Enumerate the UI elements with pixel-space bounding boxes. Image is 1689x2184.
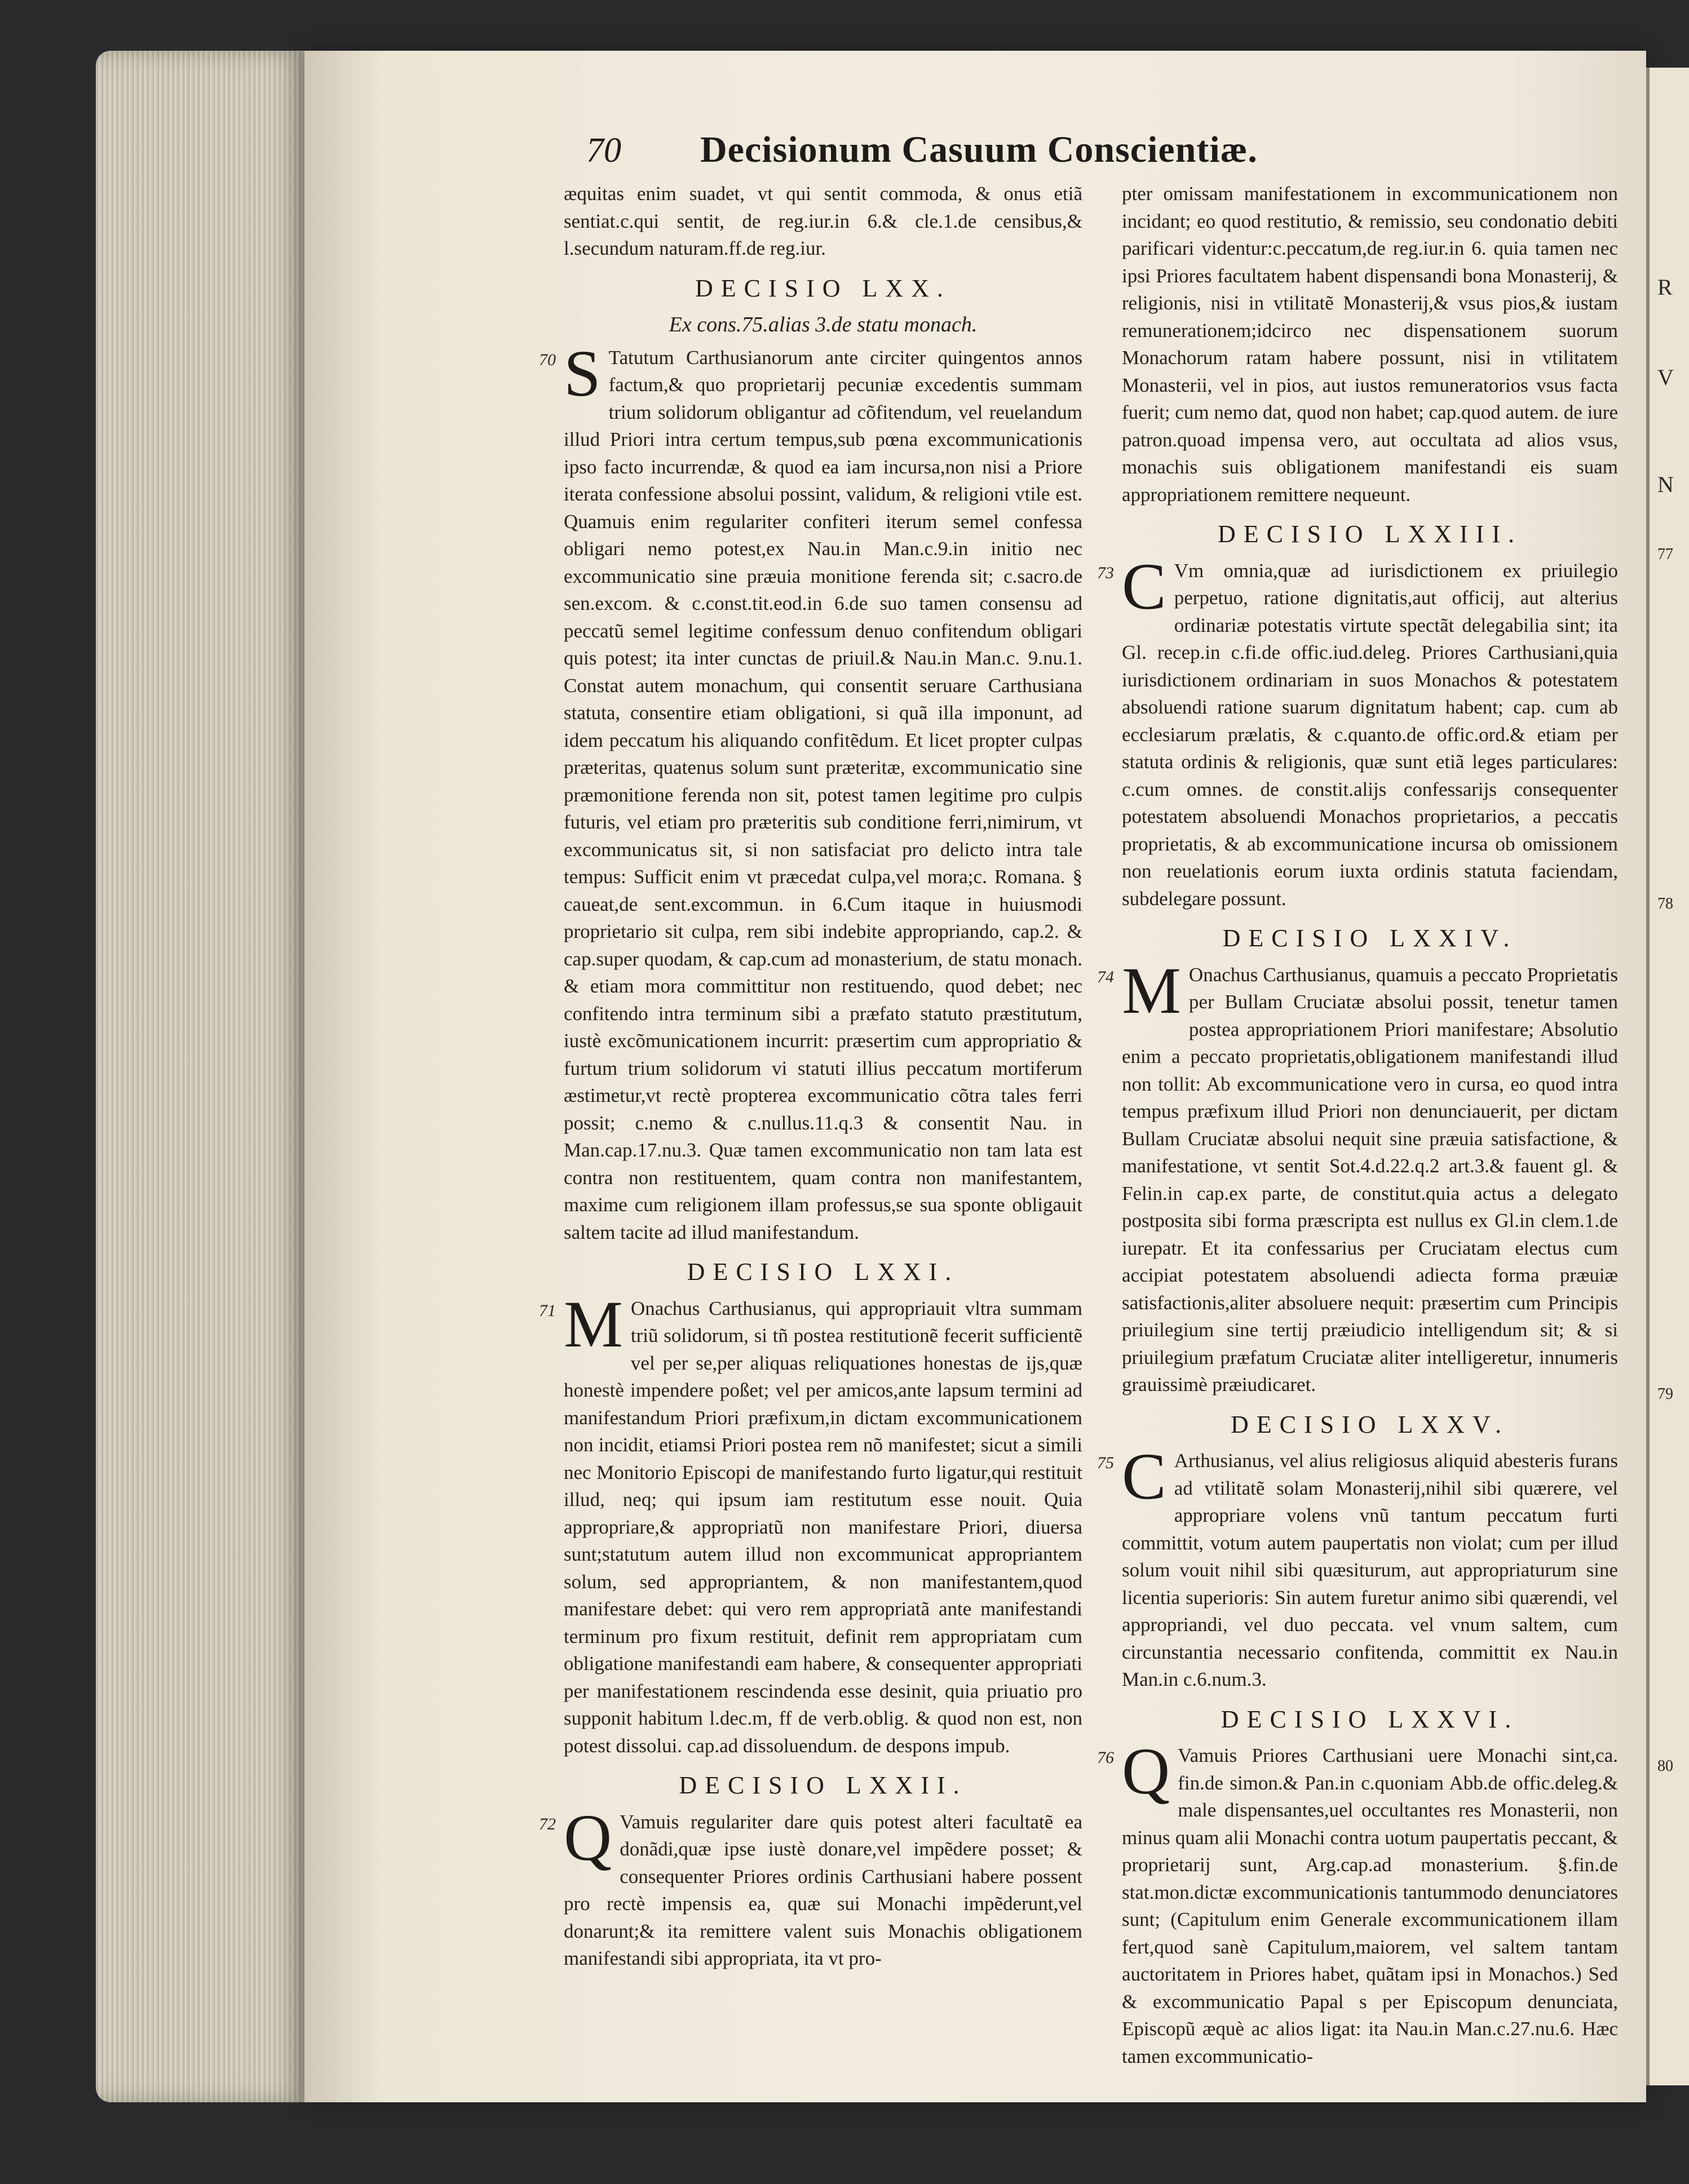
decision-text: Onachus Carthusianus, qui appropriauit vltra summam triũ solidorum, si tñ postea restitutionẽ fecerit sufficientẽ vel per se,per aliquas reliquationes honestas de ijs,quæ honestè impendere poßet; vel per amicos,ante lapsum termini ad manifestandum Priori præfixum,in dictam excommunicationem non incidit, etiamsi Priori postea rem nõ manifestet; sicut a simili nec Monitorio Episcopi de manifestando furto ligatur,qui restituit illud, neq; qui ipsum iam restitutum esse nouit. Quia appropriare,& appropriatũ non manifestare Priori, diuersa sunt;statutum autem illud non excommunicat appropriantem solum, sed appropriantem, & non manifestantem,quod manifestare debet: qui vero rem appropriatã ante manifestandi terminum pro fixum restituit, definit rem appropriatam cum obligatione manifestandi eam habere, & consequenter appropriati per manifestationem rescindenda esse desinit, quia priuatio pro supponit habitum l.dec.m, ff de verb.oblig. & quod non est, non potest dissolui. cap.ad dissoluendum. de despons impub. [564,1297,1082,1757]
decision-70 [539,336,1082,1247]
drop-cap: C [1122,549,1166,623]
page-edges [96,51,310,2102]
decision-text: Tatutum Carthusianorum ante circiter quingentos annos factum,& quo proprietarij pecuniæ excedentis summam trium solidorum obligantur ad cõfitendum, vel reuelandum illud Priori intra certum tempus,sub pœna excommunicationis ipso facto incurrendæ, & quod ea iam incursa,non nisi a Priore iterata confessione absolui possint, validum, & religioni vtile est. Quamuis enim regulariter confiteri iterum semel confessa obligari nemo potest,ex Nau.in Man.c.9.in initio nec excommunicatio sine præuia monitione ferenda sit; c.sacro.de sen.excom. & c.const.tit.eod.in 6.de suo tamen consensu ad peccatũ semel legitime confessum denuo confitendum obligari quis potest; ita inter cunctas de priuil.& Nau.in Man.c. 9.nu.1. Constat autem monachum, qui consentit seruare Carthusiana statuta, consentire etiam obligationi, si quã illa imponunt, ad idem peccatum his aliquando confitẽdum. Et licet propter culpas præteritas, quatenus solum sunt præteritæ, excommunicatio sine præmonitione ferenda non sit, potest tamen legitime pro culpis futuris, vel etiam pro præteritis sub conditione ferri,nimirum, vt excommunicatus sit, si non satisfaciat pro delicto intra tale tempus: Sufficit enim vt præcedat culpa,vel mora;c. Romana. § caueat,de sent.excommun. in 6.Cum itaque in huiusmodi proprietario sit culpa, rem sibi indebite appropriando, cap.2. & cap.super quodam, & cap.cum ad monasterium, de statu monach. & etiam mora committitur non restituendo, quod debet; nec confitendo intra terminum sibi a præfato statuto præstitutum, iustè excõmunicationem incurrit: præsertim cum appropriatio & furtum trium solidorum vi statuti illius peccatum mortiferum æstimetur,vt rectè propterea excommunicatio cõtra tales ferri possit; c.nemo & c.nullus.11.q.3 & consentit Nau. in Man.cap.17.nu.3. Quæ tamen excommunicatio non tam lata est contra non restituentem, quam contra non manifestantem, maxime cum religionem illam professus,se sua sponte obligauit saltem tacite ad illud manifestandum. [564,346,1082,1243]
drop-cap: S [564,336,601,410]
facing-page-fragment: N [1657,472,1674,497]
facing-page-edge [1646,68,1689,2085]
margin-number: 75 [1097,1454,1114,1472]
decision-heading: DECISIO LXXII. [679,1771,967,1799]
margin-number: 71 [539,1301,556,1320]
decision-73 [1097,549,1618,913]
page-number: 70 [586,131,621,170]
drop-cap: M [564,1287,623,1361]
decision-71 [539,1287,1082,1760]
margin-number: 73 [1097,563,1114,582]
facing-page-margin-number: 78 [1657,895,1673,912]
margin-number: 70 [539,350,556,369]
facing-page-margin-number: 77 [1657,546,1673,563]
decision-75 [1097,1439,1618,1694]
decision-74 [1097,953,1618,1399]
drop-cap: C [1122,1439,1166,1513]
decision-heading: DECISIO LXXVI. [1221,1705,1519,1733]
continuation-text: æquitas enim suadet, vt qui sentit commoda, & onus etiã sentiat.c.qui sentit, de reg.iur.in 6.& cle.1.de censibus,& l.secundum naturam.ff.de reg.iur. [564,183,1082,259]
decision-text: Onachus Carthusianus, quamuis a peccato Proprietatis per Bullam Cruciatæ absolui possit, tenetur tamen postea appropriationem Priori manifestare; Absolutio enim a peccato proprietatis,obligationem manifestandi illud non tollit: Ab excommunicatione vero in cursa, eo quod intra tempus præfixum illud Priori non denunciauerit, per dictam Bullam Cruciatæ absolui nequit sine præuia satisfactione, & manifestatione, vt sentit Sot.4.d.22.q.2 art.3.& fauent gl. & Felin.in cap.ex parte, de constitut.quia actus a delegato postposita sibi forma præscripta est nullus ex Gl.in clem.1.de iurepatr. Et ita confessarius per Cruciatam electus cum accipiat potestatem absoluendi adiecta forma præuiæ satisfactionis,aliter absoluere nequit: præsertim cum Principis priuilegium sine tertij præiudicio intelligendum sit; & si priuilegium præfatum Cruciatæ aliter intelligeretur, innumeris grauissimè præiudicaret. [1122,963,1618,1396]
facing-page-margin-number: 79 [1657,1385,1673,1403]
decision-heading: DECISIO LXXIV. [1222,924,1518,952]
margin-number: 74 [1097,967,1114,986]
decision-subheading: Ex cons.75.alias 3.de statu monach. [669,313,978,336]
decision-heading: DECISIO LXXV. [1230,1410,1510,1438]
facing-page-margin-number: 80 [1657,1757,1673,1775]
drop-cap: M [1122,953,1181,1027]
decision-text: Vm omnia,quæ ad iurisdictionem ex priuilegio perpetuo, ratione dignitatis,aut officij, aut alterius ordinariæ potestatis virtute spectãt delegabilia sint; ita Gl. recep.in c.fi.de offic.iud.deleg. Priores Carthusiani,quia iurisdictionem ordinariam in suos Monachos & potestatem absoluendi ratione suarum dignitatum habent; cap. cum ab ecclesiarum prælatis, & c.quanto.de offic.ord.& etiam per statuta ordinis & religionis, quæ sunt etiã leges particulares: c.cum omnes. de constit.alijs confessarijs consequenter potestatem absoluendi Monachos proprietarios, a peccatis proprietatis, & ab excommunicatione incursa ob omissionem non reuelationis eorum iuxta ordinis statuta faciendam, subdelegare possunt. [1122,559,1618,910]
decision-heading: DECISIO LXXIII. [1218,520,1522,548]
decision-text: Arthusianus, vel alius religiosus aliquid abesteris furans ad vtilitatẽ solam Monasterij,nihil sibi quærere, vel appropriare volens vnũ tantum peccatum furti committit, votum autem paupertatis non violat; cum per illud solum vouit nihil sibi quæsiturum, aut appropriaturum sine licentia superioris: Sin autem furetur animo sibi quærendi, vel appropriandi, vel duo peccata. vel vnum saltem, cum circunstantia necessario confitenda, committit ex Nau.in Man.in c.6.num.3. [1122,1450,1618,1690]
decision-text: Vamuis Priores Carthusiani uere Monachi sint,ca. fin.de simon.& Pan.in c.quoniam Abb.de offic.deleg.& male dispensantes,uel occultantes res Monasterii, non minus quam alii Monachi contra uotum paupertatis peccant, & proprietarij sunt, Arg.cap.ad monasterium. §.fin.de stat.mon.dictæ excommunicationis tantummodo denunciatores sunt; (Capitulum enim Generale excommunicationem illam fert,quod sanè Capitulum,maiorem, vel saltem tantam auctoritatem in Priores habet, quãtam ipsi in Monachos.) Sed & excommunicatio Papal s per Episcopum denunciata, Episcopũ æquè ac alios ligat: ita Nau.in Man.c.27.nu.6. Hæc tamen excommunicatio- [1122,1744,1618,2067]
facing-page-fragment: V [1657,365,1674,390]
left-column [539,180,1082,1976]
continuation-text: pter omissam manifestationem in excommunicationem non incidant; eo quod restitutio, & remissio, seu condonatio debiti parificari videntur:c.peccatum,de reg.iur.in 6. quia tamen nec ipsi Priores facultatem habent dispensandi bona Monasterij, & religionis, nisi in vtilitatẽ Monasterij,& vsus pios,& iustam remunerationem;idcirco nec dispensationem suorum Monachorum ratam habere possunt, nisi in vtilitatem Monasterii, vel in pios, aut iustos remuneratorios vsus facta fuerit; cum nemo dat, quod non habet; cap.quod autem. de iure patron.quoad impensa vero, aut occultata ad alios vsus, monachis suis obligationem manifestandi eis suam appropriationem remittere nequeunt. [1122,183,1618,506]
running-title: Decisionum Casuum Conscientiæ. [700,129,1258,170]
decision-76 [1097,1734,1618,2070]
facing-page-fragment: R [1657,274,1673,300]
decision-text: Vamuis regulariter dare quis potest alteri facultatẽ ea donãdi,quæ ipse iustè donare,vel impẽdere posset; & consequenter Priores ordinis Carthusiani habere possent pro rectè impensis ea, quæ sui Monachi impẽderunt,vel donarunt;& ita remittere valent suis Monachis obligationem manifestandi sibi appropriata, ita vt pro- [564,1810,1082,1969]
drop-cap: Q [564,1800,612,1875]
decision-heading: DECISIO LXXI. [687,1258,960,1286]
margin-number: 72 [539,1814,556,1833]
margin-number: 76 [1097,1748,1114,1767]
right-column [1097,180,1618,2074]
decision-72 [539,1800,1082,1973]
page-header [586,129,1398,179]
decision-heading: DECISIO LXX. [695,274,951,302]
drop-cap: Q [1122,1734,1170,1808]
